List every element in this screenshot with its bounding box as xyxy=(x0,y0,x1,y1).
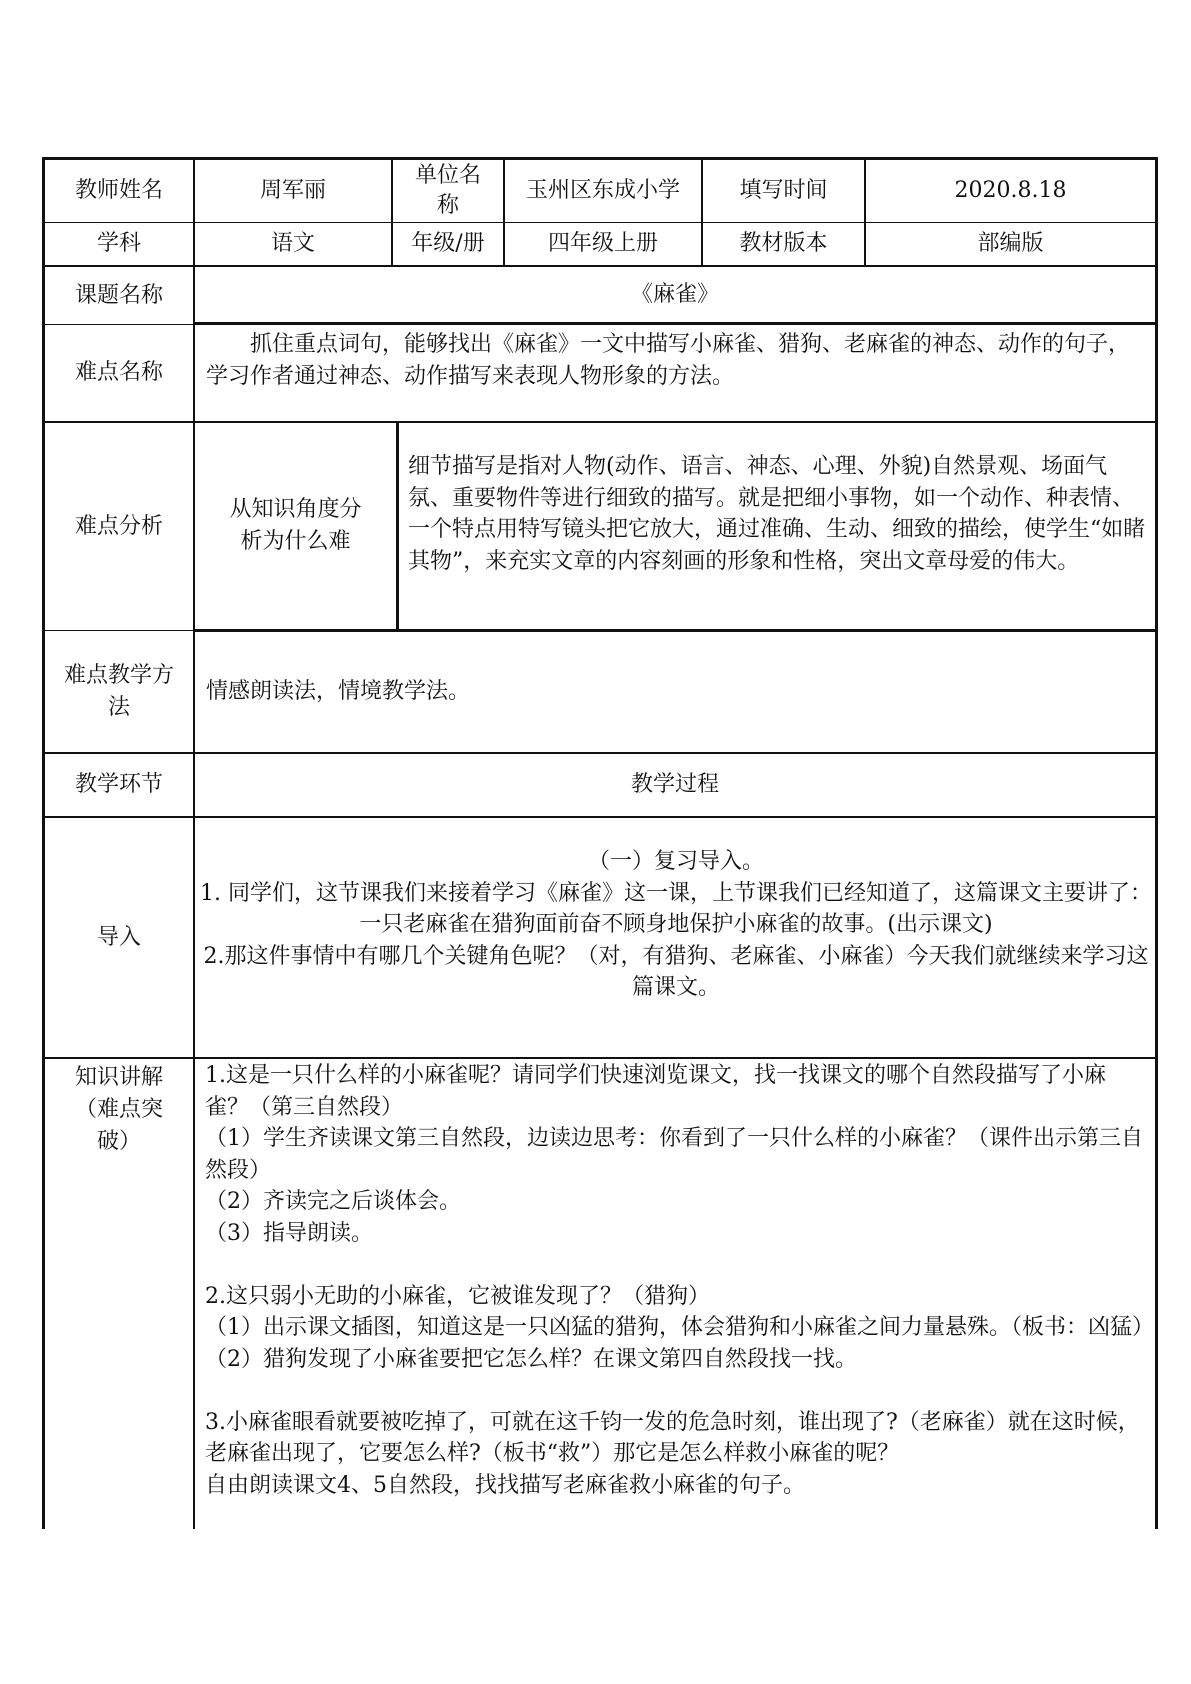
row-divider xyxy=(195,629,1158,632)
row-divider xyxy=(42,816,1158,818)
intro-heading: （一）复习导入。 xyxy=(587,849,764,874)
intro-paragraph-1: 1. 同学们，这节课我们来接着学习《麻雀》这一课，上节课我们已经知道了，这篇课文主要讲了：一只老麻雀在猎狗面前奋不顾身地保护小麻雀的故事。(出示课文) xyxy=(200,880,1152,937)
process-value: 教学过程 xyxy=(630,772,719,797)
knowledge-label: 知识讲解（难点突破） xyxy=(74,1065,163,1154)
knowledge-line: （1）出示课文插图，知道这是一只凶猛的猎狗，体会猎狗和小麻雀之间力量悬殊。（板书：凶猛） xyxy=(205,1315,1155,1340)
topic-label: 课题名称 xyxy=(74,282,163,308)
method-label: 难点教学方法 xyxy=(63,662,174,720)
teacher-name-value: 周军丽 xyxy=(259,178,326,203)
knowledge-line: 2.这只弱小无助的小麻雀，它被谁发现了？（猎狗） xyxy=(205,1283,710,1309)
intro-label: 导入 xyxy=(96,924,141,950)
difficulty-text xyxy=(206,329,1148,392)
knowledge-line: （3）指导朗读。 xyxy=(205,1220,373,1246)
row-divider xyxy=(42,1057,1158,1059)
edition-value: 部编版 xyxy=(977,231,1044,256)
grade-label: 年级/册 xyxy=(411,231,485,256)
knowledge-line: 3.小麻雀眼看就要被吃掉了，可就在这千钧一发的危急时刻，谁出现了?（老麻雀）就在这时候，老麻雀出现了，它要怎么样?（板书“救”）那它是怎么样救小麻雀的呢？ xyxy=(205,1409,1140,1466)
intro-text xyxy=(200,846,1152,1004)
edition-label: 教材版本 xyxy=(739,231,828,256)
knowledge-line: 自由朗读课文4、5自然段，找找描写老麻雀救小麻雀的句子。 xyxy=(205,1472,805,1498)
knowledge-line: （1）学生齐读课文第三自然段，边读边思考：你看到了一只什么样的小麻雀？（课件出示第三自然段） xyxy=(205,1126,1144,1183)
knowledge-spacer xyxy=(205,1375,1149,1407)
knowledge-line: 1.这是一只什么样的小麻雀呢？请同学们快速浏览课文，找一找课文的哪个自然段描写了小麻雀？（第三自然段） xyxy=(205,1063,1106,1120)
analysis-sub-label: 从知识角度分析为什么难 xyxy=(229,497,362,554)
column-divider-label xyxy=(193,157,195,1529)
analysis-label: 难点分析 xyxy=(74,513,163,539)
fill-date-value: 2020.8.18 xyxy=(954,178,1067,203)
method-paragraph: 情感朗读法，情境教学法。 xyxy=(206,679,471,704)
knowledge-line: （2）齐读完之后谈体会。 xyxy=(205,1189,461,1214)
subject-value: 语文 xyxy=(270,231,315,256)
subject-label: 学科 xyxy=(96,231,141,256)
knowledge-text xyxy=(205,1060,1155,1501)
difficulty-label: 难点名称 xyxy=(74,360,163,385)
column-divider-analysis xyxy=(396,421,399,632)
method-text xyxy=(206,676,1148,708)
teacher-name-label: 教师姓名 xyxy=(74,178,163,203)
intro-paragraph-2: 2.那这件事情中有哪几个关键角色呢？（对，有猎狗、老麻雀、小麻雀）今天我们就继续来学习这篇课文。 xyxy=(203,943,1149,1000)
difficulty-paragraph: 抓住重点词句，能够找出《麻雀》一文中描写小麻雀、猎狗、老麻雀的神态、动作的句子，学习作者通过神态、动作描写来表现人物形象的方法。 xyxy=(206,332,1131,389)
row-divider xyxy=(195,322,1158,325)
analysis-text xyxy=(408,451,1150,577)
knowledge-spacer xyxy=(205,1249,1149,1281)
table-border-right xyxy=(1155,157,1158,1529)
fill-date-label: 填写时间 xyxy=(739,178,828,203)
unit-name-value: 玉州区东成小学 xyxy=(525,178,680,203)
knowledge-line: （2）猎狗发现了小麻雀要把它怎么样？在课文第四自然段找一找。 xyxy=(205,1346,857,1372)
grade-value: 四年级上册 xyxy=(547,231,658,256)
process-label: 教学环节 xyxy=(74,772,163,797)
unit-name-label: 单位名称 xyxy=(414,163,481,218)
analysis-paragraph: 细节描写是指对人物(动作、语言、神态、心理、外貌)自然景观、场面气氛、重要物件等进行细致的描写。就是把细小事物，如一个动作、种表情、一个特点用特写镜头把它放大，通过准确、生动、细致的描绘，使学生“如睹其物”，来充实文章的内容刻画的形象和性格，突出文章母爱的伟大。 xyxy=(408,454,1146,574)
topic-value: 《麻雀》 xyxy=(630,281,719,307)
